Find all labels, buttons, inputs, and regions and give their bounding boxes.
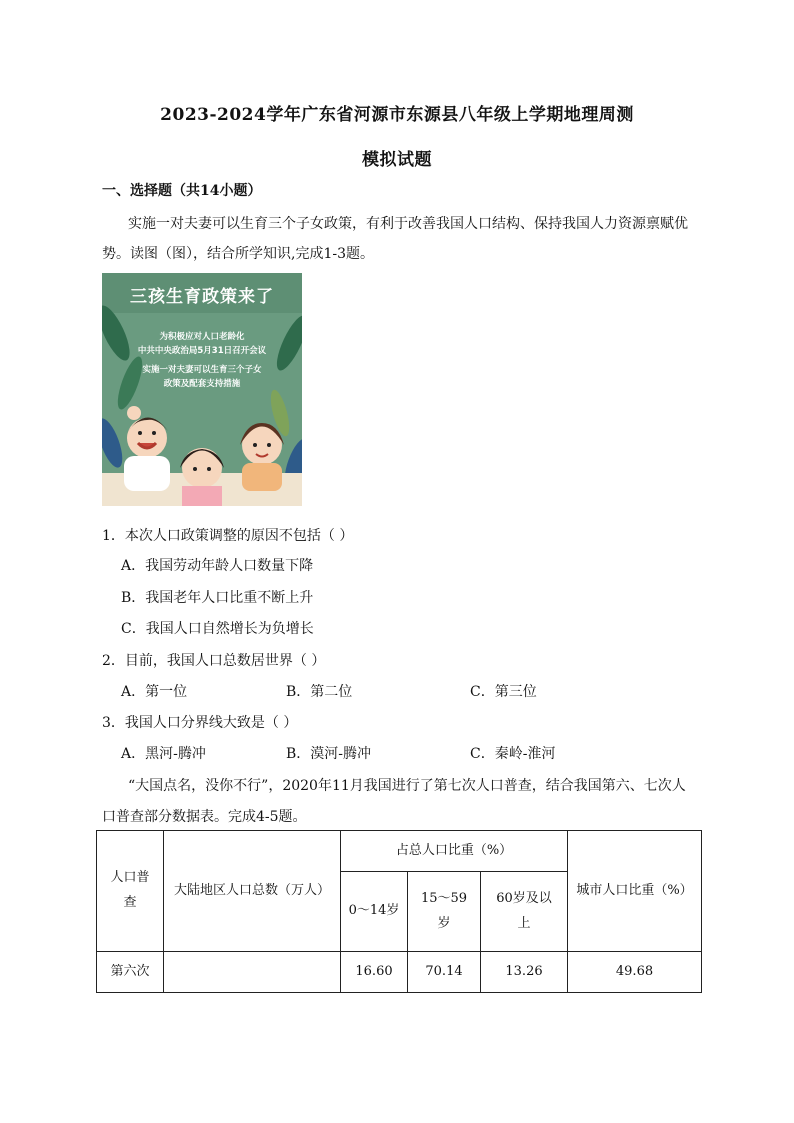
- poster-line: 政策及配套支持措施: [163, 379, 241, 389]
- cell-age-15-59: 70.14: [408, 952, 481, 993]
- question-1-option-a: A．我国劳动年龄人口数量下降: [121, 558, 314, 574]
- question-3-stem: 3．我国人口分界线大致是（ ）: [102, 715, 298, 731]
- cell-age-60-plus: 13.26: [481, 952, 568, 993]
- section-heading: 一、选择题（共14小题）: [102, 183, 262, 199]
- question-3-option-a: A．黑河-腾冲: [121, 746, 206, 762]
- cell-age-0-14: 16.60: [341, 952, 408, 993]
- census-data-table: [96, 830, 702, 993]
- policy-poster-image: [102, 273, 302, 506]
- poster-title: 三孩生育政策来了: [130, 287, 274, 307]
- header-census-line2: 查: [123, 895, 137, 910]
- question-1-stem: 1．本次人口政策调整的原因不包括（ ）: [102, 528, 354, 544]
- header-population-share: 占总人口比重（%）: [341, 831, 568, 872]
- poster-line: 为积极应对人口老龄化: [159, 332, 245, 342]
- cell-urban: 49.68: [568, 952, 702, 993]
- question-3-option-b: B．漠河-腾冲: [286, 746, 372, 762]
- intro-paragraph-line1: 实施一对夫妻可以生育三个子女政策，有利于改善我国人口结构、保持我国人力资源禀赋优: [128, 216, 688, 232]
- header-census-line1: 人口普: [110, 870, 150, 886]
- poster-illustration: [102, 273, 302, 506]
- header-age-60-plus-line1: 60岁及以: [496, 890, 552, 906]
- header-age-60-plus-line2: 上: [517, 915, 531, 931]
- cell-census: 第六次: [97, 952, 164, 993]
- header-census: [97, 831, 164, 952]
- census-intro-line1: “大国点名，没你不行”，2020年11月我国进行了第七次人口普查，结合我国第六、七次人: [128, 778, 686, 794]
- exam-title-line2: 模拟试题: [362, 150, 432, 170]
- cell-total: [164, 952, 341, 993]
- header-age-0-14: 0～14岁: [341, 872, 408, 952]
- question-1-option-c: C．我国人口自然增长为负增长: [121, 621, 314, 637]
- header-age-60-plus: [481, 872, 568, 952]
- intro-paragraph-line2: 势。读图（图），结合所学知识,完成1-3题。: [102, 246, 374, 262]
- question-2-option-b: B．第二位: [286, 684, 353, 700]
- header-urban-share: 城市人口比重（%）: [568, 831, 702, 952]
- question-1-option-b: B．我国老年人口比重不断上升: [121, 590, 314, 606]
- poster-line: 中共中央政治局5月31日召开会议: [137, 346, 267, 356]
- header-age-15-59-line2: 岁: [437, 915, 451, 931]
- poster-line: 实施一对夫妻可以生育三个子女: [142, 365, 262, 375]
- exam-title-line1: 2023-2024学年广东省河源市东源县八年级上学期地理周测: [160, 105, 634, 125]
- question-3-option-c: C．秦岭-淮河: [470, 746, 556, 762]
- question-2-option-c: C．第三位: [470, 684, 537, 700]
- header-total-population: 大陆地区人口总数（万人）: [164, 831, 341, 952]
- table-row: [97, 952, 702, 993]
- census-intro-line2: 口普查部分数据表。完成4-5题。: [102, 809, 307, 825]
- header-age-15-59: [408, 872, 481, 952]
- question-2-option-a: A．第一位: [121, 684, 188, 700]
- question-2-stem: 2．目前，我国人口总数居世界（ ）: [102, 653, 326, 669]
- header-age-15-59-line1: 15～59: [420, 890, 468, 906]
